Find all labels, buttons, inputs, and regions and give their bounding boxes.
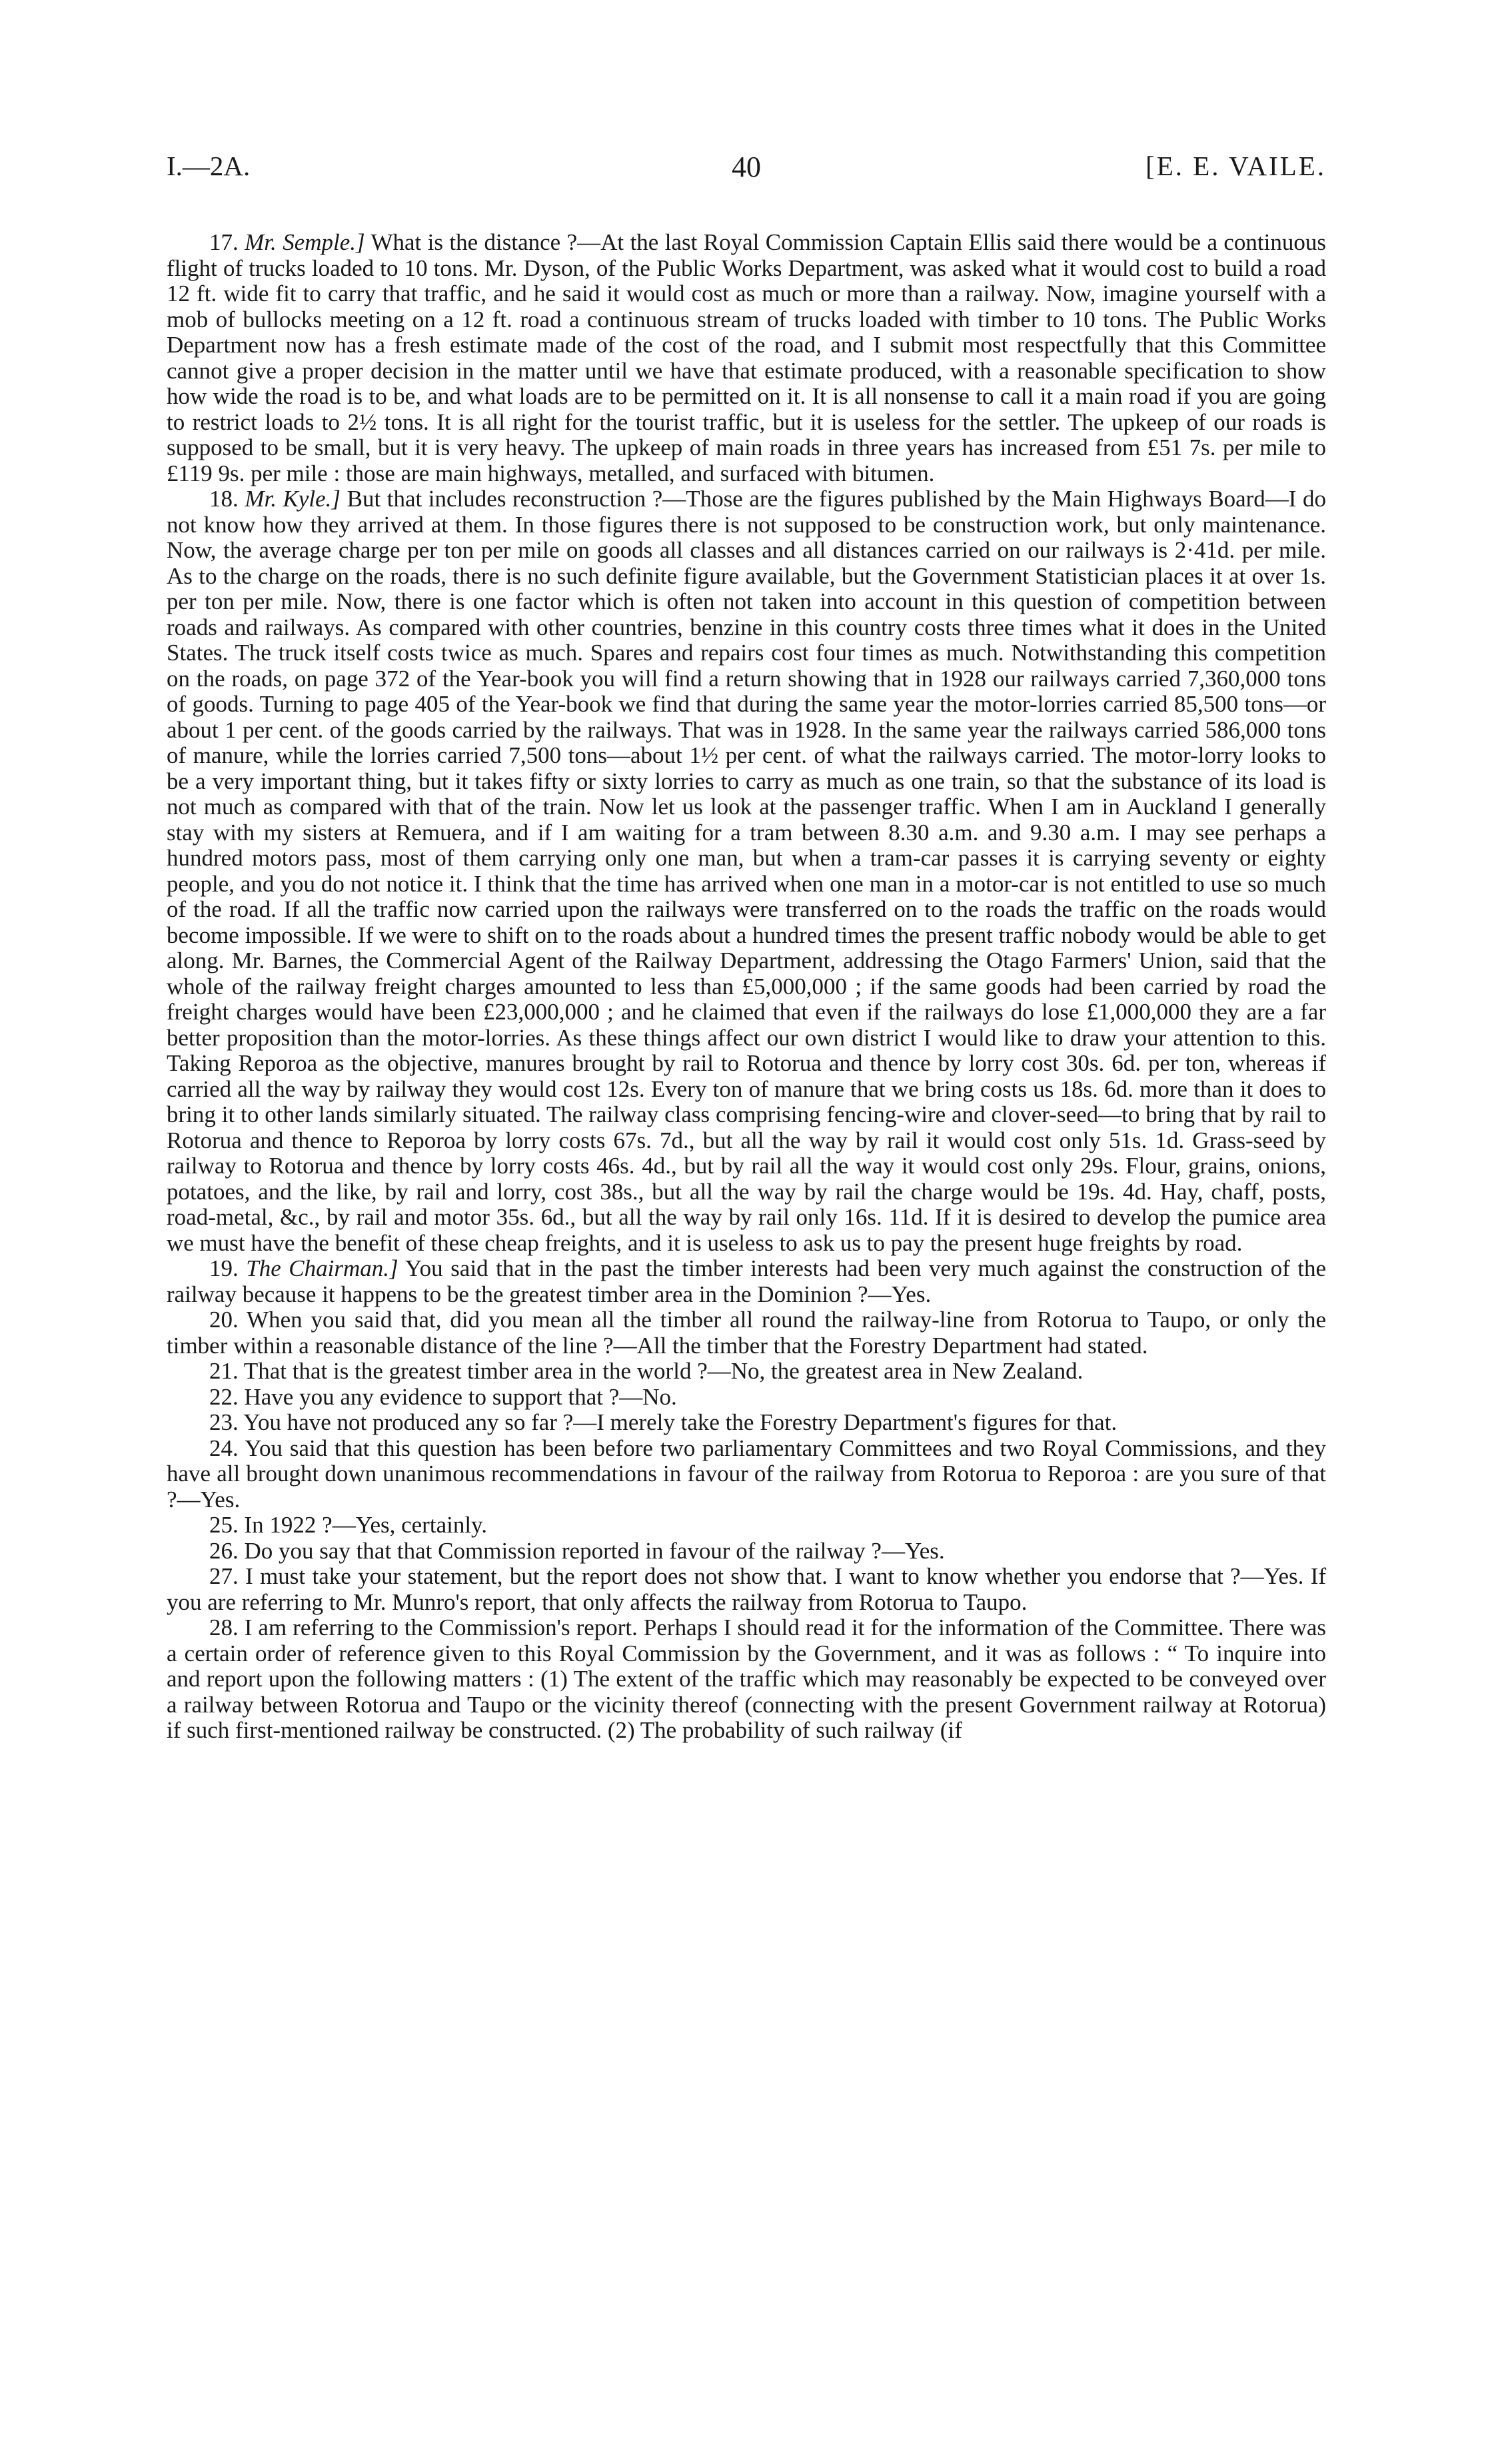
paragraph-text: That that is the greatest timber area in the world ?—No, the greatest area in New Zealand. (243, 1358, 1084, 1384)
page-header (167, 150, 1326, 190)
paragraph-28 (167, 1615, 1326, 1744)
speaker-name: Mr. Kyle.] (245, 486, 341, 512)
paragraph-text: You said that this question has been before two parliamentary Committees and two Royal Commissions, and they have all brought down unanimous recommendations in favour of the railway from Rotorua to Reporoa : are you sure of that ?—Yes. (167, 1435, 1326, 1513)
witness-name: [E. E. VAILE. (1145, 151, 1326, 181)
paper-reference: I.—2A. (167, 151, 251, 181)
paragraph-number: 19. (209, 1255, 239, 1281)
paragraph-number: 21. (209, 1358, 239, 1384)
paragraph-number: 20. (209, 1307, 239, 1333)
paragraph-18 (167, 486, 1326, 1256)
paragraph-text: You said that in the past the timber interests had been very much against the construction of the railway because it happens to be the greatest timber area in the Dominion ?—Yes. (167, 1255, 1327, 1307)
paragraph-number: 24. (209, 1435, 239, 1461)
paragraph-number: 18. (209, 486, 239, 512)
paragraph-text: What is the distance ?—At the last Royal Commission Captain Ellis said there would be a continuous flight of trucks loaded to 10 tons. Mr. Dyson, of the Public Works Department, was asked what it would cost to build a road 12 ft. wide fit to carry that traffic, and he said it would cost as much or more than a railway. Now, imagine yourself with a mob of bullocks meeting on a 12 ft. road a continuous stream of trucks loaded with timber to 10 tons. The Public Works Department now has a fresh estimate made of the cost of the road, and I submit most respectfully that this Committee cannot give a proper decision in the matter until we have that estimate produced, with a reasonable specification to show how wide the road is to be, and what loads are to be permitted on it. It is all nonsense to call it a main road if you are going to restrict loads to 2½ tons. It is all right for the tourist traffic, but it is useless for the settler. The upkeep of our roads is supposed to be small, but it is very heavy. The upkeep of main roads in three years has increased from £51 7s. per mile to £119 9s. per mile : those are main highways, metalled, and surfaced with bitumen. (167, 229, 1326, 486)
paragraph-number: 28. (209, 1614, 239, 1640)
paragraph-text: When you said that, did you mean all the timber all round the railway-line from Rotorua to Taupo, or only the timber within a reasonable distance of the line ?—All the timber that the Forestry Department had stated. (167, 1307, 1327, 1359)
paragraph-text: I must take your statement, but the report does not show that. I want to know whether you endorse that ?—Yes. If you are referring to Mr. Munro's report, that only affects the railway from Rotorua to Taupo. (167, 1563, 1327, 1615)
paragraph-number: 23. (209, 1409, 239, 1435)
paragraph-20 (167, 1307, 1326, 1359)
paragraph-text: Have you any evidence to support that ?—No. (244, 1383, 677, 1410)
paragraph-27 (167, 1564, 1326, 1615)
paragraph-text: In 1922 ?—Yes, certainly. (244, 1512, 488, 1538)
page-number: 40 (732, 151, 761, 183)
paragraph-24 (167, 1436, 1326, 1513)
paragraph-number: 17. (209, 229, 239, 255)
paragraph-number: 27. (209, 1563, 239, 1589)
paragraph-19 (167, 1256, 1326, 1307)
paragraph-text: You have not produced any so far ?—I merely take the Forestry Department's figures for that. (243, 1409, 1117, 1435)
paragraph-text: But that includes reconstruction ?—Those are the figures published by the Main Highways Board—I do not know how they arrived at them. In those figures there is not supposed to be construction work, but only maintenance. Now, the average charge per ton per mile on goods all classes and all distances carried on our railways is 2·41d. per mile. As to the charge on the roads, there is no such definite figure available, but the Government Statistician places it at over 1s. per ton per mile. Now, there is one factor which is often not taken into account in this question of competition between roads and railways. As compared with other countries, benzine in this country costs three times what it does in the United States. The truck itself costs twice as much. Spares and repairs cost four times as much. Notwithstanding this competition on the roads, on page 372 of the Year-book you will find a return showing that in 1928 our railways carried 7,360,000 tons of goods. Turning to page 405 of the Year-book we find that during the same year the motor-lorries carried 85,500 tons—or about 1 per cent. of the goods carried by the railways. That was in 1928. In the same year the railways carried 586,000 tons of manure, while the lorries carried 7,500 tons—about 1½ per cent. of what the railways carried. The motor-lorry looks to be a very important thing, but it takes fifty or sixty lorries to carry as much as one train, so that the substance of its load is not much as compared with that of the train. Now let us look at the passenger traffic. When I am in Auckland I generally stay with my sisters at Remuera, and if I am waiting for a tram between 8.30 a.m. and 9.30 a.m. I may see perhaps a hundred motors pass, most of them carrying only one man, but when a tram-car passes it is carrying seventy or eighty people, and you do not notice it. I think that the time has arrived when one man in a motor-car is not entitled to use so much of the road. If all the traffic now carried upon the railways were transferred on to the roads the traffic on the roads would become impossible. If we were to shift on to the roads about a hundred times the present traffic nobody would be able to get along. Mr. Barnes, the Commercial Agent of the Railway Department, addressing the Otago Farmers' Union, said that the whole of the railway freight charges amounted to less than £5,000,000 ; if the same goods had been carried by road the freight charges would have been £23,000,000 ; and he claimed that even if the railways do lose £1,000,000 they are a far better proposition than the motor-lorries. As these things affect our own district I would like to draw your attention to this. Taking Reporoa as the objective, manures brought by rail to Rotorua and thence by lorry cost 30s. 6d. per ton, whereas if carried all the way by railway they would cost 12s. Every ton of manure that we bring costs us 18s. 6d. more than it does to bring it to other lands similarly situated. The railway class comprising fencing-wire and clover-seed—to bring that by rail to Rotorua and thence to Reporoa by lorry costs 67s. 7d., but all the way by rail it would cost only 51s. 1d. Grass-seed by railway to Rotorua and thence by lorry costs 46s. 4d., but by rail all the way it would cost only 29s. Flour, grains, onions, potatoes, and the like, by rail and lorry, cost 38s., but all the way by rail the charge would be 19s. 4d. Hay, chaff, posts, road-metal, &c., by rail and motor 35s. 6d., but all the way by rail only 16s. 11d. If it is desired to develop the pumice area we must have the benefit of these cheap freights, and it is useless to ask us to pay the present huge freights by road. (167, 486, 1327, 1256)
paragraph-number: 26. (209, 1537, 239, 1564)
paragraph-22 (167, 1385, 1326, 1411)
paragraph-number: 22. (209, 1383, 239, 1410)
paragraph-text: I am referring to the Commission's report. Perhaps I should read it for the information of the Committee. There was a certain order of reference given to this Royal Commission by the Government, and it was as follows : “ To inquire into and report upon the following matters : (1) The extent of the traffic which may reasonably be expected to be conveyed over a railway between Rotorua and Taupo or the vicinity thereof (connecting with the present Government railway at Rotorua) if such first-mentioned railway be constructed. (2) The probability of such railway (if (167, 1614, 1326, 1743)
paragraph-25 (167, 1513, 1326, 1539)
paragraph-17 (167, 230, 1326, 486)
paragraph-number: 25. (209, 1512, 239, 1538)
speaker-name: The Chairman.] (246, 1255, 398, 1281)
paragraph-21 (167, 1359, 1326, 1385)
evidence-body (167, 230, 1326, 1744)
document-page (167, 150, 1326, 1744)
paragraph-26 (167, 1539, 1326, 1564)
speaker-name: Mr. Semple.] (245, 229, 365, 255)
paragraph-text: Do you say that that Commission reported in favour of the railway ?—Yes. (244, 1537, 945, 1564)
paragraph-23 (167, 1410, 1326, 1436)
